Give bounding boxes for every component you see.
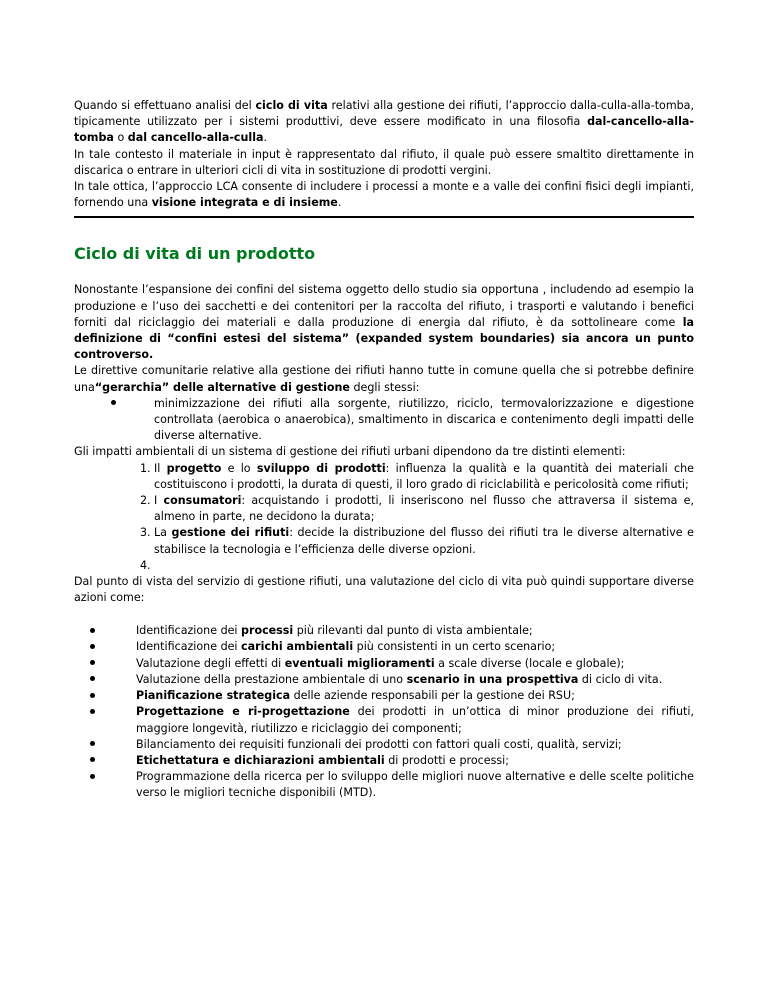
bullet-icon bbox=[90, 753, 100, 769]
list-item: Identificazione dei processi più rilevanti dal punto di vista ambientale; bbox=[74, 623, 694, 639]
list-number: 4. bbox=[140, 558, 151, 572]
intro-paragraph-2: In tale contesto il materiale in input è rappresentato dal rifiuto, il quale può essere smaltito direttamente in discarica o entrare in ulteriori cicli di vita in sostituzione di prodotti vergini. bbox=[74, 147, 694, 177]
list-item: Valutazione della prestazione ambientale di uno scenario in una prospettiva di ciclo di vita. bbox=[74, 672, 694, 688]
bullet-icon bbox=[90, 639, 100, 655]
intro-paragraph-3: In tale ottica, l’approccio LCA consente di includere i processi a monte e a valle dei confini fisici degli impianti, fornendo una visione integrata e di insieme. bbox=[74, 180, 694, 210]
section-heading: Ciclo di vita di un prodotto bbox=[74, 244, 316, 264]
list-item: minimizzazione dei rifiuti alla sorgente, riutilizzo, riciclo, termovalorizzazione e digestione controllata (aerobica o anaerobica), smaltimento in discarica e contenimento degli impatti delle diverse alternative. bbox=[74, 396, 694, 445]
intro-paragraph-1: Quando si effettuano analisi del ciclo di vita relativi alla gestione dei rifiuti, l’approccio dalla-culla-alla-tomba, tipicamente utilizzato per i sistemi produttivi, deve essere modificato in una filosofia dal-cancello-alla-tomba o dal cancello-alla-culla. bbox=[74, 99, 695, 145]
list-item: Valutazione degli effetti di eventuali miglioramenti a scale diverse (locale e globale); bbox=[74, 656, 694, 672]
spacer bbox=[74, 606, 694, 623]
bullet-icon bbox=[90, 688, 100, 704]
list-item: Progettazione e ri-progettazione dei prodotti in un’ottica di minor produzione dei rifiuti, maggiore longevità, riutilizzo e riciclaggio dei componenti; bbox=[74, 704, 694, 736]
bullet-icon bbox=[90, 623, 100, 639]
list-number: 2. bbox=[140, 494, 151, 508]
section-paragraph-1: Nonostante l’espansione dei confini del sistema oggetto dello studio sia opportuna , includendo ad esempio la produzione e l’uso dei sacchetti e dei contenitori per la raccolta del rifiuto, i trasporti e valutando i benefici forniti dal riciclaggio dei materiali e dalla produzione di energia dal rifiuto, è da sottolineare come la definizione di “confini estesi del sistema” (expanded system boundaries) sia ancora un punto controverso. bbox=[74, 283, 694, 362]
bullet-icon bbox=[90, 769, 100, 785]
list-item: Programmazione della ricerca per lo sviluppo delle migliori nuove alternative e delle scelte politiche verso le migliori tecniche disponibili (MTD). bbox=[74, 769, 694, 801]
horizontal-divider bbox=[74, 216, 694, 218]
document-page bbox=[74, 98, 694, 802]
bullet-icon bbox=[90, 704, 100, 720]
elements-list bbox=[74, 461, 694, 574]
section-paragraph-2: Le direttive comunitarie relative alla gestione dei rifiuti hanno tutte in comune quella che si potrebbe definire una“gerarchia” delle alternative di gestione degli stessi: bbox=[74, 364, 694, 394]
list-item: Identificazione dei carichi ambientali più consistenti in un certo scenario; bbox=[74, 639, 694, 655]
bullet-icon bbox=[90, 656, 100, 672]
bullet-icon bbox=[90, 672, 100, 688]
list-item: 3. La gestione dei rifiuti: decide la distribuzione del flusso dei rifiuti tra le diverse alternative e stabilisce la tecnologia e l’efficienza delle diverse opzioni. bbox=[140, 526, 694, 556]
list-item: 1. Il progetto e lo sviluppo di prodotti: influenza la qualità e la quantità dei materiali che costituiscono i prodotti, la durata di questi, il loro grado di riciclabilità e pericolosità come rifiuti; bbox=[140, 461, 694, 491]
list-item: Bilanciamento dei requisiti funzionali dei prodotti con fattori quali costi, qualità, servizi; bbox=[74, 737, 694, 753]
list-item: 2. I consumatori: acquistando i prodotti, li inseriscono nel flusso che attraversa il sistema e, almeno in parte, ne decidono la durata; bbox=[140, 494, 694, 524]
list-number: 1. bbox=[140, 461, 151, 475]
section-paragraph-3: Gli impatti ambientali di un sistema di gestione dei rifiuti urbani dipendono da tre distinti elementi: bbox=[74, 445, 626, 459]
list-number: 3. bbox=[140, 526, 151, 540]
hierarchy-list bbox=[74, 396, 694, 445]
bullet-icon bbox=[111, 396, 121, 412]
list-item: Pianificazione strategica delle aziende responsabili per la gestione dei RSU; bbox=[74, 688, 694, 704]
bullet-icon bbox=[90, 737, 100, 753]
list-item: Etichettatura e dichiarazioni ambientali di prodotti e processi; bbox=[74, 753, 694, 769]
section-paragraph-4: Dal punto di vista del servizio di gestione rifiuti, una valutazione del ciclo di vita può quindi supportare diverse azioni come: bbox=[74, 574, 694, 605]
list-item bbox=[74, 558, 694, 574]
actions-list bbox=[74, 623, 694, 801]
